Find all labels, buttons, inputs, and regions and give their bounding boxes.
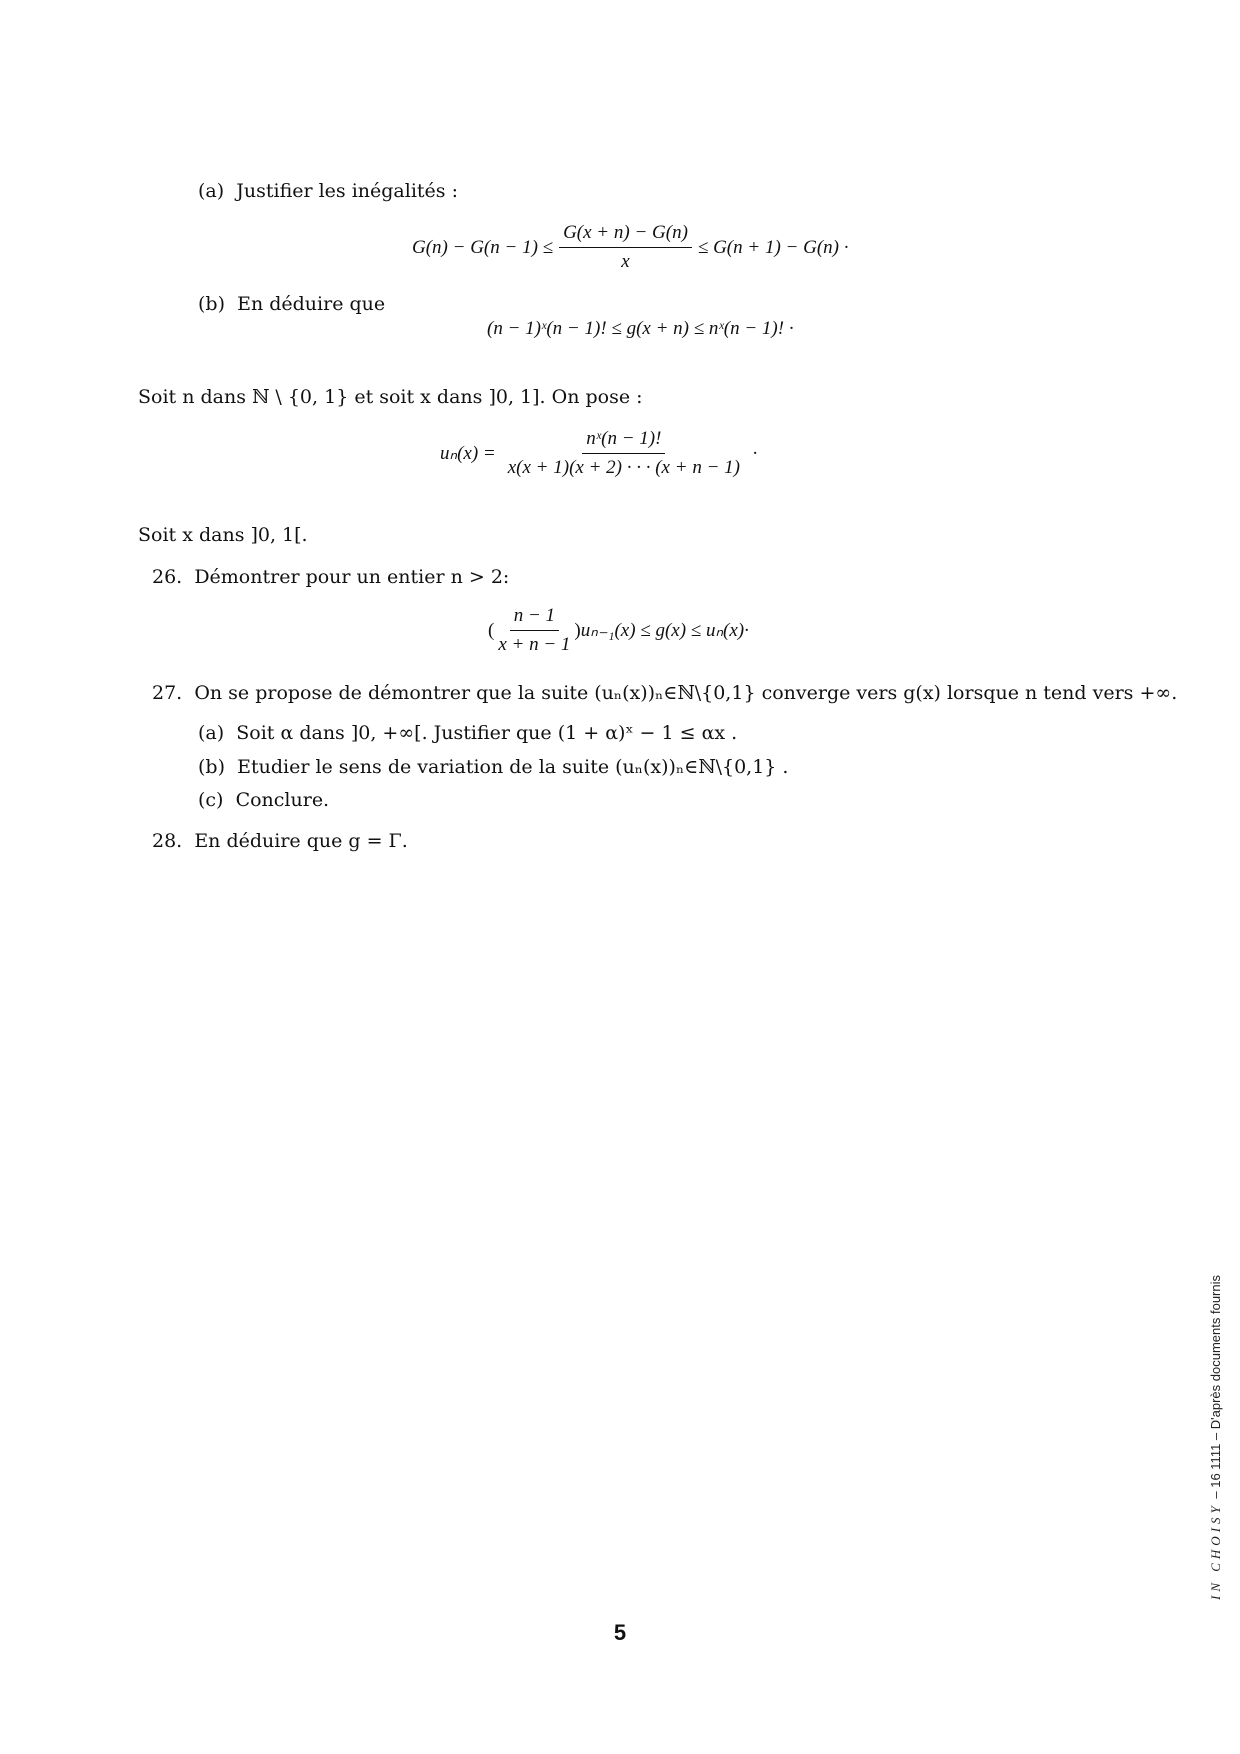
- question-27: [152, 682, 1177, 704]
- part-a-text: Justifier les inégalités :: [236, 180, 458, 202]
- formula-26-rest: uₙ₋₁(x) ≤ g(x) ≤ uₙ(x)·: [580, 620, 749, 641]
- formula-a: [412, 222, 848, 273]
- side-footer: [1208, 1275, 1224, 1600]
- formula-u-fraction: [504, 428, 744, 479]
- question-28-text: En déduire que g = Γ.: [194, 830, 408, 852]
- question-27-item-a: [198, 722, 737, 744]
- item-text: Etudier le sens de variation de la suite (uₙ(x))ₙ∈ℕ\{0,1} .: [237, 756, 789, 778]
- item-label: (b): [198, 756, 225, 778]
- formula-u-end: ·: [751, 442, 759, 464]
- question-27-item-b: [198, 756, 788, 778]
- formula-a-fraction: [559, 222, 692, 273]
- side-footer-text: – 16 1111 – D'après documents fournis: [1208, 1275, 1223, 1503]
- part-b-label: (b): [198, 293, 225, 315]
- item-label: (c): [198, 789, 224, 811]
- item-text: Conclure.: [235, 789, 330, 811]
- formula-26-open-paren: (: [488, 619, 495, 641]
- formula-26: [488, 605, 749, 656]
- item-text: Soit α dans ]0, +∞[. Justifier que (1 + α)ˣ − 1 ≤ αx .: [236, 722, 738, 744]
- page-number: 5: [613, 1620, 627, 1645]
- formula-u: [440, 428, 758, 479]
- item-label: (a): [198, 722, 225, 744]
- formula-a-numerator: G(x + n) − G(n): [559, 222, 692, 248]
- formula-u-lhs: uₙ(x) =: [440, 443, 496, 464]
- question-27-number: 27.: [152, 682, 183, 704]
- formula-a-left: G(n) − G(n − 1) ≤: [412, 236, 554, 258]
- question-28-number: 28.: [152, 830, 183, 852]
- question-27-item-c: [198, 789, 329, 811]
- part-b: [198, 293, 385, 315]
- part-b-text: En déduire que: [237, 293, 386, 315]
- formula-26-numerator: n − 1: [510, 605, 559, 631]
- side-footer-brand: IN CHOISY: [1208, 1502, 1223, 1600]
- part-a-label: (a): [198, 180, 225, 202]
- formula-26-close-paren: ): [574, 619, 581, 641]
- intro-text: Soit n dans ℕ \ {0, 1} et soit x dans ]0, 1]. On pose :: [138, 386, 643, 408]
- formula-26-fraction: [494, 605, 574, 656]
- formula-a-right: ≤ G(n + 1) − G(n) ·: [697, 236, 849, 258]
- question-26-number: 26.: [152, 566, 183, 588]
- question-27-text: On se propose de démontrer que la suite (uₙ(x))ₙ∈ℕ\{0,1} converge vers g(x) lorsque n tend vers +∞.: [194, 682, 1178, 704]
- question-28: [152, 830, 408, 852]
- formula-b: (n − 1)ˣ(n − 1)! ≤ g(x + n) ≤ nˣ(n − 1)! ·: [487, 318, 794, 339]
- part-a: [198, 180, 458, 202]
- formula-u-numerator: nˣ(n − 1)!: [582, 428, 665, 454]
- question-26-text: Démontrer pour un entier n > 2:: [194, 566, 510, 588]
- formula-a-denominator: x: [621, 251, 630, 272]
- formula-u-denominator: x(x + 1)(x + 2) · · · (x + n − 1): [507, 457, 740, 478]
- formula-26-denominator: x + n − 1: [498, 634, 571, 655]
- soit-x-text: Soit x dans ]0, 1[.: [138, 524, 308, 546]
- question-26: [152, 566, 509, 588]
